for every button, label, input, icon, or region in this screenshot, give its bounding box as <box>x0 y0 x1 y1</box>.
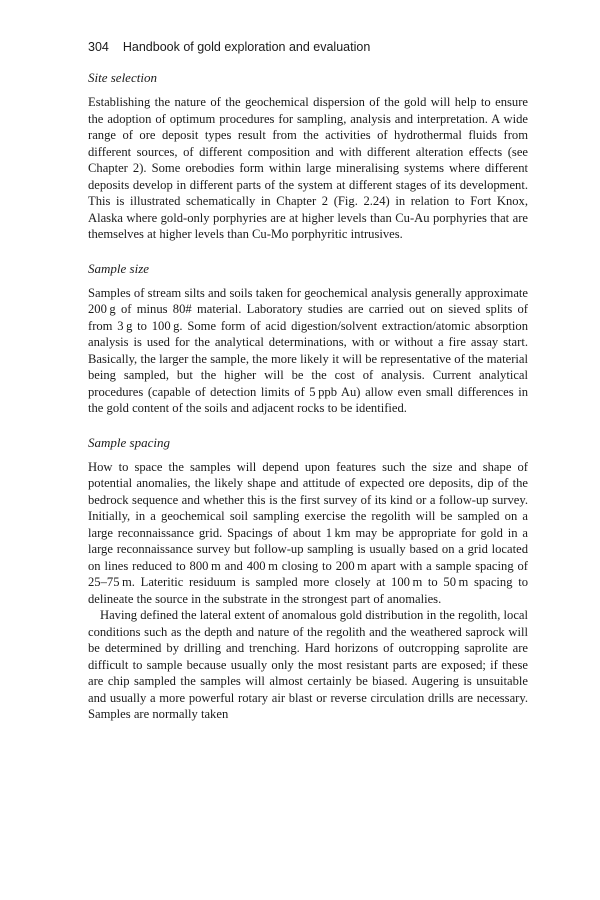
section-heading-sample-spacing: Sample spacing <box>88 434 170 450</box>
paragraph-site-selection: Establishing the nature of the geochemical dispersion of the gold will help to ensure the adoption of optimum procedures for sampling, analysis and interpretation. A wide range of ore deposit types result from the activities of hydrothermal fluids from different sources, of different composition and with different alteration effects (see Chapter 2). Some orebodies form within large mineralising systems where different deposits develop in different parts of the system at different stages of its development. This is illustrated schematically in Chapter 2 (Fig. 2.24) in relation to Fort Knox, Alaska where gold-only porphyries are at higher levels than Cu-Au porphyries that are themselves at higher levels than Cu-Mo porphyritic intrusives. <box>88 95 528 241</box>
section-gap <box>88 417 528 435</box>
book-title: Handbook of gold exploration and evaluation <box>122 40 371 54</box>
running-head <box>88 40 528 54</box>
page-number: 304 <box>88 40 109 54</box>
paragraph-sample-spacing-1: How to space the samples will depend upon features such the size and shape of potential anomalies, the likely shape and attitude of expected ore deposits, dip of the bedrock sequence and whether this is the first survey of its kind or a follow-up survey. Initially, in a geochemical soil sampling exercise the regolith will be sampled on a large reconnaissance grid. Spacings of about 1 km may be appropriate for gold in a large reconnaissance survey but follow-up sampling is usually based on a grid located on lines reduced to 800 m and 400 m closing to 200 m apart with a sample spacing of 25–75 m. Lateritic residuum is sampled more closely at 100 m to 50 m spacing to delineate the source in the substrate in the strongest part of anomalies. <box>88 459 528 606</box>
paragraph-sample-spacing-2: Having defined the lateral extent of anomalous gold distribution in the regolith, local conditions such as the depth and nature of the regolith and the weathered saprock will be determined by drilling and trenching. Hard horizons of outcropping saprolite are difficult to sample because usually only the most resistant parts are exposed; if these are chip sampled the samples will almost certainly be biased. Augering is unsuitable and usually a more powerful rotary air blast or reverse circulation drills are necessary. Samples are normally taken <box>88 608 528 721</box>
section-gap <box>88 243 528 261</box>
page-body <box>88 40 528 723</box>
section-heading-sample-size: Sample size <box>88 260 150 276</box>
section-heading-site-selection: Site selection <box>88 70 157 85</box>
paragraph-sample-size: Samples of stream silts and soils taken for geochemical analysis generally approximate 200 g of minus 80# material. Laboratory studies are carried out on sieved splits of from 3 g to 100 g. Some form of acid digestion/solvent extraction/atomic absorption analysis is used for the analytical determinations, with or without a fire assay start. Basically, the larger the sample, the more likely it will be representative of the material being sampled, but the higher will be the cost of analysis. Current analytical procedures (capable of detection limits of 5 ppb Au) allow even small differences in the gold content of the soils and adjacent rocks to be identified. <box>88 285 528 415</box>
